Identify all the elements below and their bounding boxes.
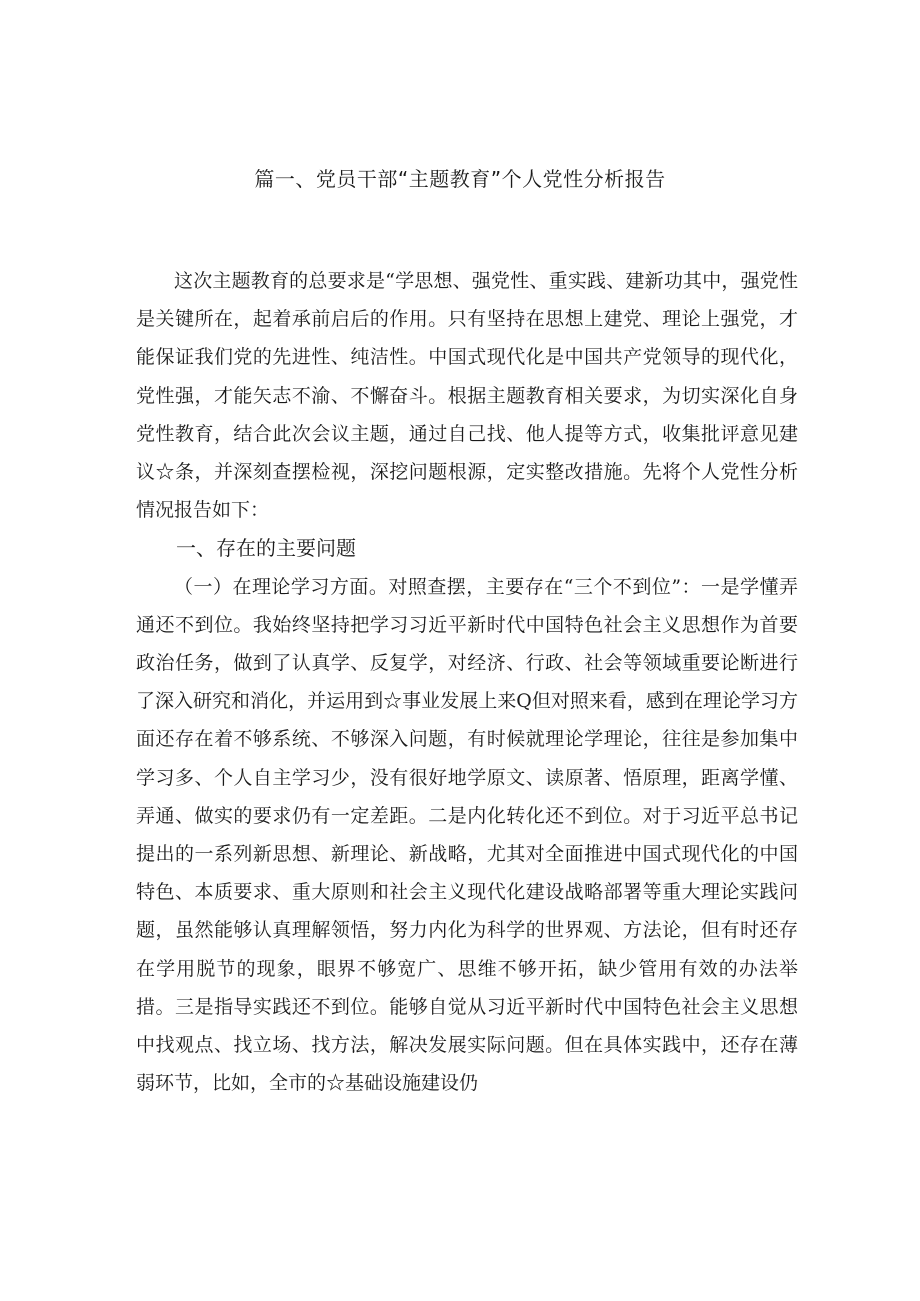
intro-paragraph: 这次主题教育的总要求是“学思想、强党性、重实践、建新功其中，强党性是关键所在，起着承前启后的作用。只有坚持在思想上建党、理论上强党，才能保证我们党的先进性、纯洁性。中国式现代化是中国共产党领导的现代化，党性强，才能矢志不渝、不懈奋斗。根据主题教育相关要求，为切实深化自身党性教育，结合此次会议主题，通过自己找、他人提等方式，收集批评意见建议☆条，并深刻查摆检视，深挖问题根源，定实整改措施。先将个人党性分析情况报告如下： <box>136 270 798 522</box>
section-paragraph: （一）在理论学习方面。对照查摆，主要存在“三个不到位”：一是学懂弄通还不到位。我始终坚持把学习习近平新时代中国特色社会主义思想作为首要政治任务，做到了认真学、反复学，对经济、行政、社会等领域重要论断进行了深入研究和消化，并运用到☆事业发展上来Q但对照来看，感到在理论学习方面还存在着不够系统、不够深入问题，有时候就理论学理论，往往是参加集中学习多、个人自主学习少，没有很好地学原文、读原著、悟原理，距离学懂、弄通、做实的要求仍有一定差距。二是内化转化还不到位。对于习近平总书记提出的一系列新思想、新理论、新战略，尤其对全面推进中国式现代化的中国特色、本质要求、重大原则和社会主义现代化建设战略部署等重大理论实践问题，虽然能够认真理解领悟，努力内化为科学的世界观、方法论，但有时还存在学用脱节的现象，眼界不够宽广、思维不够开拓，缺少管用有效的办法举措。三是指导实践还不到位。能够自觉从习近平新时代中国特色社会主义思想中找观点、找立场、找方法，解决发展实际问题。但在具体实践中，还存在薄弱环节，比如，全市的☆基础设施建设仍 <box>136 575 798 1095</box>
document-title: 篇一、党员干部“主题教育”个人党性分析报告 <box>254 167 666 191</box>
document-body <box>136 262 798 1102</box>
section-heading: 一、存在的主要问题 <box>176 536 356 561</box>
